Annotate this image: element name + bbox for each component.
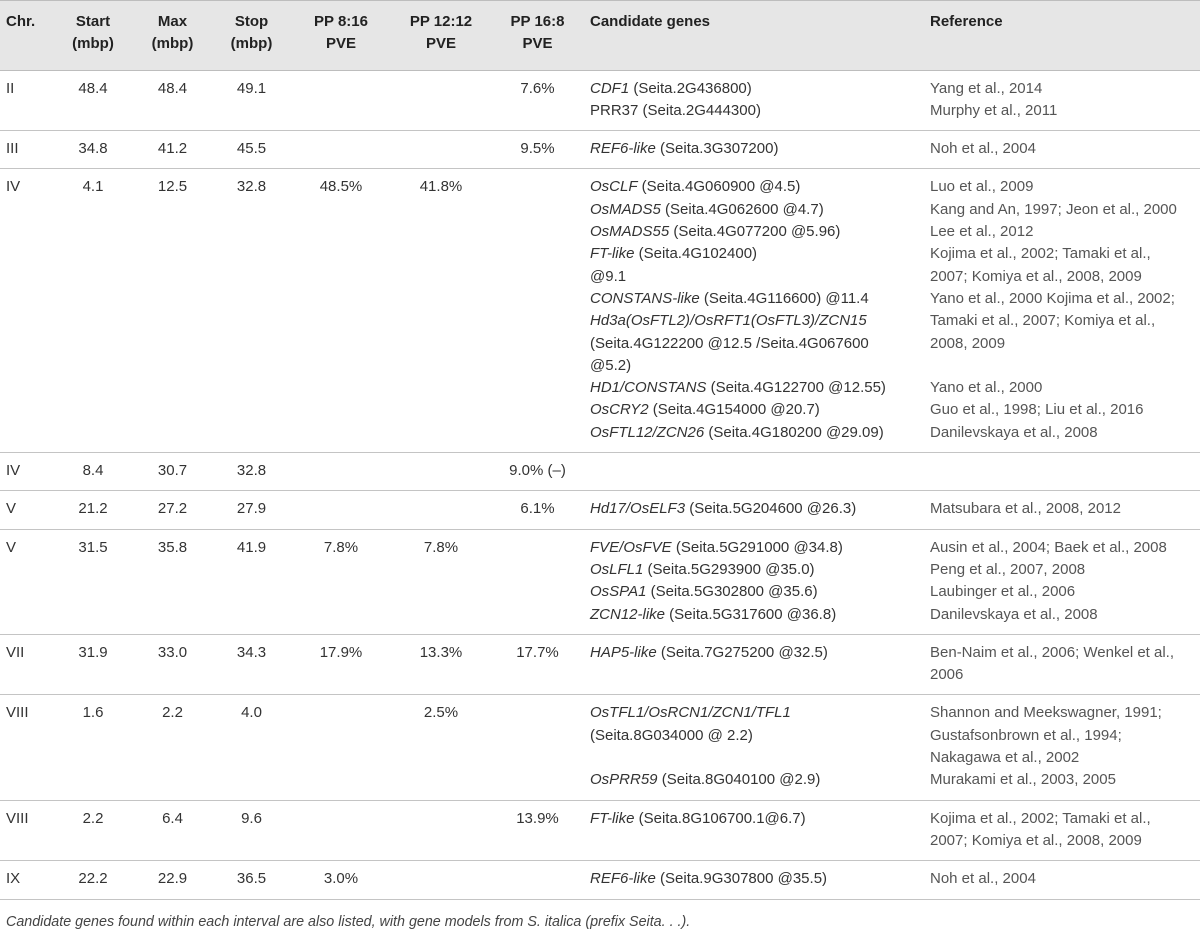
gene-name: HAP5-like — [590, 643, 657, 661]
chr-cell: IX — [0, 861, 53, 899]
gene-line — [590, 333, 918, 355]
gene-model: (Seita.4G077200 @5.96) — [669, 223, 841, 241]
table-row — [0, 800, 1200, 861]
gene-name: ZCN12-like — [590, 605, 666, 623]
reference-line: Matsubara et al., 2008, 2012 — [930, 500, 1121, 518]
table-row — [0, 634, 1200, 695]
max-cell: 12.5 — [133, 169, 212, 453]
gene-name: OsFTL12/ZCN26 — [590, 423, 705, 441]
max-cell: 33.0 — [133, 634, 212, 695]
reference-line: Ben-Naim et al., 2006; Wenkel et al., — [930, 643, 1175, 661]
reference-line: 2006 — [930, 666, 964, 684]
reference-cell — [924, 491, 1200, 529]
gene-name: Hd3a(OsFTL2)/OsRFT1(OsFTL3)/ZCN15 — [590, 312, 867, 330]
gene-line — [590, 537, 918, 559]
pp-8-16-cell — [291, 695, 391, 800]
start-cell: 21.2 — [53, 491, 133, 529]
gene-model: (Seita.5G302800 @35.6) — [646, 583, 818, 601]
header-reference: Reference — [924, 1, 1200, 71]
pp-8-16-cell: 7.8% — [291, 529, 391, 634]
chr-cell: IV — [0, 169, 53, 453]
stop-cell: 45.5 — [212, 131, 291, 169]
pp-8-16-cell — [291, 70, 391, 131]
gene-model: (Seita.4G180200 @29.09) — [704, 423, 884, 441]
pp-16-8-cell: 17.7% — [491, 634, 584, 695]
table-row — [0, 529, 1200, 634]
pp-16-8-cell — [491, 169, 584, 453]
pp-12-12-cell — [391, 131, 491, 169]
gene-line — [590, 498, 918, 520]
gene-name: OsLFL1 — [590, 560, 644, 578]
max-cell: 35.8 — [133, 529, 212, 634]
pp-16-8-cell — [491, 861, 584, 899]
max-cell: 6.4 — [133, 800, 212, 861]
chr-cell: III — [0, 131, 53, 169]
gene-model: (Seita.4G154000 @20.7) — [648, 401, 820, 419]
candidate-genes-cell — [584, 453, 924, 491]
start-cell: 22.2 — [53, 861, 133, 899]
gene-line — [590, 266, 918, 288]
gene-line — [590, 78, 918, 100]
start-cell: 48.4 — [53, 70, 133, 131]
pp-12-12-cell: 2.5% — [391, 695, 491, 800]
header-stop: Stop (mbp) — [212, 1, 291, 71]
gene-line — [590, 604, 918, 626]
stop-cell: 41.9 — [212, 529, 291, 634]
stop-cell: 36.5 — [212, 861, 291, 899]
gene-line — [590, 288, 918, 310]
stop-cell: 34.3 — [212, 634, 291, 695]
gene-name: OsCRY2 — [590, 401, 649, 419]
header-chr: Chr. — [0, 1, 53, 71]
reference-line: Laubinger et al., 2006 — [930, 583, 1076, 601]
pp-12-12-cell — [391, 453, 491, 491]
stop-cell: 27.9 — [212, 491, 291, 529]
reference-cell — [924, 70, 1200, 131]
gene-line — [590, 310, 918, 332]
reference-line: Luo et al., 2009 — [930, 178, 1034, 196]
start-cell: 2.2 — [53, 800, 133, 861]
candidate-genes-cell — [584, 131, 924, 169]
gene-line — [590, 100, 918, 122]
start-cell: 8.4 — [53, 453, 133, 491]
gene-line — [590, 422, 918, 444]
gene-model: PRR37 (Seita.2G444300) — [590, 101, 761, 119]
table-row — [0, 861, 1200, 899]
chr-cell: II — [0, 70, 53, 131]
max-cell: 41.2 — [133, 131, 212, 169]
gene-model: (Seita.4G122700 @12.55) — [706, 379, 886, 397]
reference-cell — [924, 131, 1200, 169]
max-cell: 22.9 — [133, 861, 212, 899]
pp-16-8-cell — [491, 529, 584, 634]
gene-line — [590, 747, 918, 769]
table-row — [0, 169, 1200, 453]
reference-line: Shannon and Meekswagner, 1991; — [930, 704, 1162, 722]
gene-line — [590, 725, 918, 747]
pp-16-8-cell — [491, 695, 584, 800]
chr-cell: IV — [0, 453, 53, 491]
pp-12-12-cell: 13.3% — [391, 634, 491, 695]
gene-name: OsTFL1/OsRCN1/ZCN1/TFL1 — [590, 704, 791, 722]
gene-name: FT-like — [590, 245, 635, 263]
gene-name: Hd17/OsELF3 — [590, 500, 686, 518]
gene-model: @9.1 — [590, 267, 627, 285]
stop-cell: 32.8 — [212, 169, 291, 453]
gene-name: OsCLF — [590, 178, 638, 196]
gene-name: OsMADS5 — [590, 200, 661, 218]
gene-line — [590, 176, 918, 198]
gene-line — [590, 355, 918, 377]
reference-line: Peng et al., 2007, 2008 — [930, 560, 1086, 578]
stop-cell: 4.0 — [212, 695, 291, 800]
pp-8-16-cell: 48.5% — [291, 169, 391, 453]
gene-model: (Seita.9G307800 @35.5) — [655, 870, 828, 888]
gene-name: CDF1 — [590, 79, 630, 97]
reference-cell — [924, 453, 1200, 491]
pp-16-8-cell: 6.1% — [491, 491, 584, 529]
gene-line — [590, 199, 918, 221]
reference-cell — [924, 800, 1200, 861]
pp-16-8-cell: 7.6% — [491, 70, 584, 131]
reference-line: 2008, 2009 — [930, 334, 1006, 352]
header-row — [0, 1, 1200, 71]
gene-name: REF6-like — [590, 870, 656, 888]
header-pp-12-12: PP 12:12 PVE — [391, 1, 491, 71]
reference-line: Kang and An, 1997; Jeon et al., 2000 — [930, 200, 1177, 218]
reference-line: Lee et al., 2012 — [930, 223, 1034, 241]
gene-name: CONSTANS-like — [590, 289, 700, 307]
header-pp-16-8: PP 16:8 PVE — [491, 1, 584, 71]
reference-line: Murakami et al., 2003, 2005 — [930, 771, 1116, 789]
gene-line — [590, 399, 918, 421]
pp-8-16-cell — [291, 800, 391, 861]
pp-8-16-cell: 3.0% — [291, 861, 391, 899]
gene-model: (Seita.5G204600 @26.3) — [685, 500, 857, 518]
start-cell: 31.5 — [53, 529, 133, 634]
reference-line: Nakagawa et al., 2002 — [930, 749, 1080, 767]
reference-cell — [924, 529, 1200, 634]
reference-line: Ausin et al., 2004; Baek et al., 2008 — [930, 538, 1167, 556]
chr-cell: VIII — [0, 800, 53, 861]
reference-line — [930, 355, 1194, 377]
gene-line — [590, 138, 918, 160]
gene-model: (Seita.4G102400) — [634, 245, 758, 263]
reference-line: Kojima et al., 2002; Tamaki et al., — [930, 809, 1151, 827]
gene-line — [590, 808, 918, 830]
gene-model: (Seita.5G317600 @36.8) — [665, 605, 837, 623]
pp-12-12-cell: 41.8% — [391, 169, 491, 453]
gene-name: HD1/CONSTANS — [590, 379, 707, 397]
gene-name: OsSPA1 — [590, 583, 647, 601]
chr-cell: VII — [0, 634, 53, 695]
gene-line — [590, 642, 918, 664]
reference-line: Yano et al., 2000 — [930, 379, 1043, 397]
reference-line: Kojima et al., 2002; Tamaki et al., — [930, 245, 1151, 263]
reference-line: 2007; Komiya et al., 2008, 2009 — [930, 831, 1142, 849]
pp-8-16-cell: 17.9% — [291, 634, 391, 695]
start-cell: 31.9 — [53, 634, 133, 695]
stop-cell: 32.8 — [212, 453, 291, 491]
gene-model: (Seita.8G106700.1@6.7) — [634, 809, 806, 827]
pp-12-12-cell: 7.8% — [391, 529, 491, 634]
pp-12-12-cell — [391, 70, 491, 131]
gene-model: (Seita.4G060900 @4.5) — [637, 178, 801, 196]
gene-line — [590, 868, 918, 890]
reference-line: Yano et al., 2000 Kojima et al., 2002; — [930, 289, 1175, 307]
candidate-genes-cell — [584, 529, 924, 634]
pp-16-8-cell: 13.9% — [491, 800, 584, 861]
chr-cell: V — [0, 491, 53, 529]
gene-name: FVE/OsFVE — [590, 538, 672, 556]
candidate-genes-cell — [584, 70, 924, 131]
reference-line: Tamaki et al., 2007; Komiya et al., — [930, 312, 1156, 330]
gene-line — [590, 581, 918, 603]
gene-model: (Seita.4G122200 @12.5 /Seita.4G067600 — [590, 334, 869, 352]
gene-model: (Seita.5G293900 @35.0) — [643, 560, 815, 578]
header-candidate-genes: Candidate genes — [584, 1, 924, 71]
reference-cell — [924, 169, 1200, 453]
gene-name: REF6-like — [590, 140, 656, 158]
table-row — [0, 70, 1200, 131]
gene-line — [590, 377, 918, 399]
pp-8-16-cell — [291, 453, 391, 491]
header-start: Start (mbp) — [53, 1, 133, 71]
reference-line: Guo et al., 1998; Liu et al., 2016 — [930, 401, 1144, 419]
pp-16-8-cell: 9.5% — [491, 131, 584, 169]
table-row — [0, 491, 1200, 529]
reference-line: Yang et al., 2014 — [930, 79, 1043, 97]
gene-name: FT-like — [590, 809, 635, 827]
max-cell: 2.2 — [133, 695, 212, 800]
gene-model: @5.2) — [590, 356, 632, 374]
max-cell: 48.4 — [133, 70, 212, 131]
table-row — [0, 695, 1200, 800]
gene-model: (Seita.5G291000 @34.8) — [671, 538, 843, 556]
pp-16-8-cell: 9.0% (–) — [491, 453, 584, 491]
max-cell: 30.7 — [133, 453, 212, 491]
candidate-genes-cell — [584, 491, 924, 529]
pp-8-16-cell — [291, 491, 391, 529]
candidate-genes-cell — [584, 695, 924, 800]
candidate-genes-cell — [584, 861, 924, 899]
pp-12-12-cell — [391, 491, 491, 529]
candidate-genes-cell — [584, 800, 924, 861]
gene-model: (Seita.3G307200) — [655, 140, 779, 158]
candidate-genes-cell — [584, 169, 924, 453]
pp-12-12-cell — [391, 861, 491, 899]
start-cell: 4.1 — [53, 169, 133, 453]
gene-line — [590, 769, 918, 791]
pp-8-16-cell — [291, 131, 391, 169]
start-cell: 1.6 — [53, 695, 133, 800]
reference-line: Noh et al., 2004 — [930, 870, 1036, 888]
reference-line: Gustafsonbrown et al., 1994; — [930, 726, 1122, 744]
reference-line: Noh et al., 2004 — [930, 140, 1036, 158]
gene-name: OsMADS55 — [590, 223, 670, 241]
chr-cell: VIII — [0, 695, 53, 800]
reference-cell — [924, 634, 1200, 695]
gene-line — [590, 221, 918, 243]
reference-line: Danilevskaya et al., 2008 — [930, 423, 1098, 441]
gene-model: (Seita.2G436800) — [629, 79, 752, 97]
gene-model: (Seita.4G116600) @11.4 — [699, 289, 869, 307]
gene-line — [590, 559, 918, 581]
table-row — [0, 453, 1200, 491]
gene-model: (Seita.8G034000 @ 2.2) — [590, 726, 753, 744]
stop-cell: 9.6 — [212, 800, 291, 861]
reference-line: 2007; Komiya et al., 2008, 2009 — [930, 267, 1142, 285]
gene-line — [590, 243, 918, 265]
gene-name: OsPRR59 — [590, 771, 658, 789]
gene-model: (Seita.4G062600 @4.7) — [660, 200, 824, 218]
gene-model: (Seita.8G040100 @2.9) — [657, 771, 821, 789]
chr-cell: V — [0, 529, 53, 634]
gene-model: (Seita.7G275200 @32.5) — [656, 643, 828, 661]
header-pp-8-16: PP 8:16 PVE — [291, 1, 391, 71]
header-max: Max (mbp) — [133, 1, 212, 71]
reference-line: Danilevskaya et al., 2008 — [930, 605, 1098, 623]
gene-line — [590, 702, 918, 724]
candidate-genes-cell — [584, 634, 924, 695]
table-row — [0, 131, 1200, 169]
max-cell: 27.2 — [133, 491, 212, 529]
pp-12-12-cell — [391, 800, 491, 861]
start-cell: 34.8 — [53, 131, 133, 169]
reference-cell — [924, 861, 1200, 899]
reference-line: Murphy et al., 2011 — [930, 101, 1058, 119]
stop-cell: 49.1 — [212, 70, 291, 131]
reference-cell — [924, 695, 1200, 800]
table-caption: Candidate genes found within each interval are also listed, with gene models from S. italica (prefix Seita. . .). — [6, 914, 691, 930]
